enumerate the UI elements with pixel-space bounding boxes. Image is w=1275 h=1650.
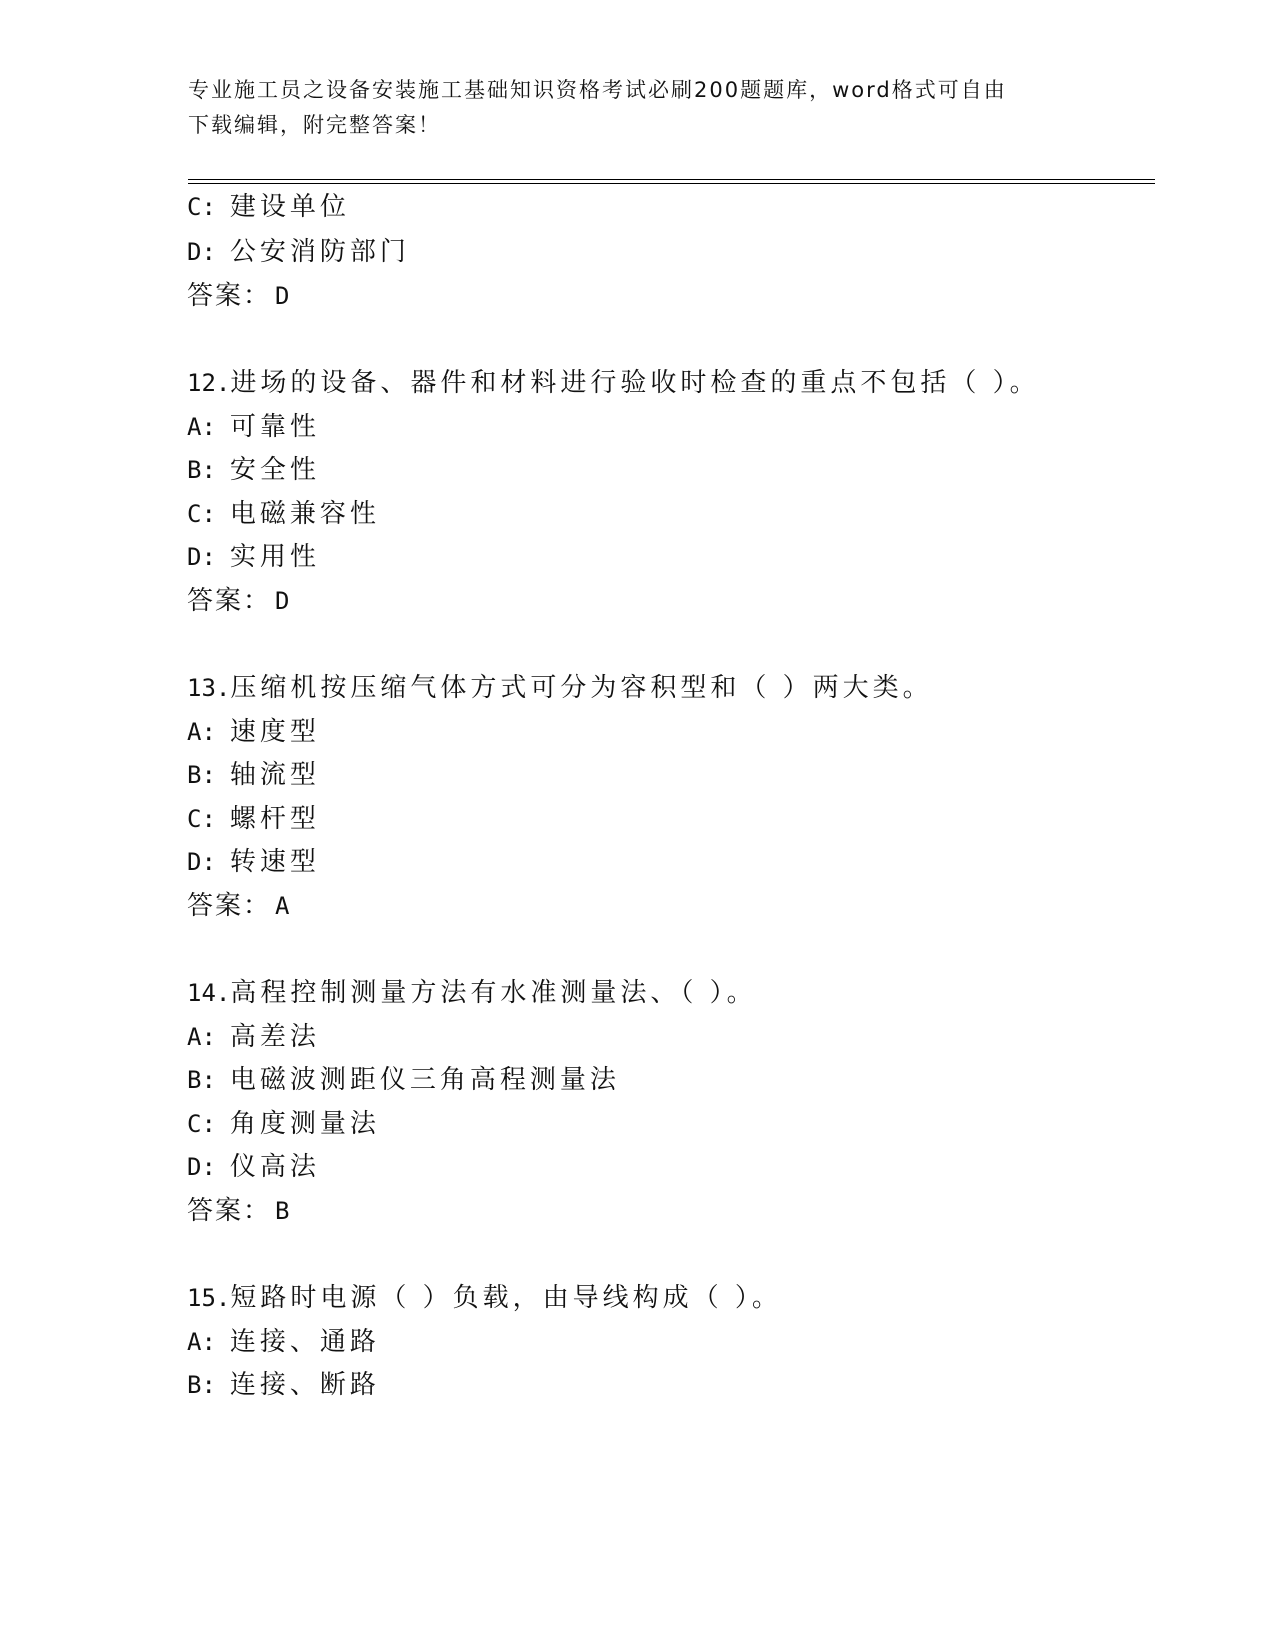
answer-value: A [275, 892, 292, 920]
question-number: 15. [187, 1284, 231, 1312]
option-c [187, 802, 320, 836]
option-prefix: B: [187, 761, 216, 789]
option-prefix: B: [187, 1066, 216, 1094]
answer-line [187, 584, 291, 618]
question-13 [187, 671, 933, 705]
option-text: 连接、通路 [229, 1327, 380, 1357]
header-line-2: 下载编辑，附完整答案！ [188, 113, 441, 137]
option-c [187, 497, 380, 531]
option-prefix: C: [187, 805, 216, 833]
question-number: 12. [187, 369, 231, 397]
option-text: 连接、断路 [229, 1370, 380, 1400]
question-number: 14. [187, 979, 231, 1007]
option-prefix: D: [187, 1153, 216, 1181]
option-prefix: B: [187, 456, 216, 484]
option-text: 建设单位 [229, 192, 350, 222]
header-divider-top [188, 179, 1155, 180]
option-prefix: A: [187, 718, 216, 746]
option-d [187, 235, 410, 269]
option-text: 螺杆型 [229, 804, 320, 834]
option-b [187, 453, 320, 487]
option-a [187, 1325, 380, 1359]
option-c [187, 1107, 380, 1141]
answer-label: 答案： [187, 891, 272, 921]
question-text: 高程控制测量方法有水准测量法、（ ）。 [230, 978, 757, 1008]
option-prefix: A: [187, 413, 216, 441]
answer-line [187, 1194, 291, 1228]
answer-value: D [275, 282, 292, 310]
option-text: 角度测量法 [229, 1109, 380, 1139]
option-prefix: D: [187, 543, 216, 571]
option-a [187, 1020, 320, 1054]
question-14 [187, 976, 757, 1010]
question-12 [187, 366, 1040, 400]
option-prefix: A: [187, 1023, 216, 1051]
option-c [187, 190, 350, 224]
option-text: 速度型 [229, 717, 320, 747]
option-b [187, 1063, 620, 1097]
answer-line [187, 279, 291, 313]
document-header [188, 73, 1088, 143]
question-text: 压缩机按压缩气体方式可分为容积型和（ ）两大类。 [230, 673, 933, 703]
option-d [187, 1150, 320, 1184]
option-text: 安全性 [229, 455, 320, 485]
answer-line [187, 889, 291, 923]
header-line-1: 专业施工员之设备安装施工基础知识资格考试必刷200题题库，word格式可自由 [188, 78, 1007, 102]
option-prefix: C: [187, 193, 216, 221]
option-text: 转速型 [229, 847, 320, 877]
option-b [187, 758, 320, 792]
option-d [187, 540, 320, 574]
question-text: 进场的设备、器件和材料进行验收时检查的重点不包括（ ）。 [230, 368, 1040, 398]
question-15 [187, 1281, 782, 1315]
option-d [187, 845, 320, 879]
header-divider-bottom [188, 183, 1155, 184]
question-text: 短路时电源（ ）负载，由导线构成（ ）。 [230, 1283, 782, 1313]
answer-value: D [275, 587, 292, 615]
option-prefix: A: [187, 1328, 216, 1356]
option-text: 实用性 [229, 542, 320, 572]
option-b [187, 1368, 380, 1402]
option-text: 高差法 [229, 1022, 320, 1052]
option-text: 轴流型 [229, 760, 320, 790]
option-prefix: D: [187, 238, 216, 266]
option-a [187, 715, 320, 749]
option-prefix: B: [187, 1371, 216, 1399]
question-number: 13. [187, 674, 231, 702]
answer-label: 答案： [187, 586, 272, 616]
option-prefix: C: [187, 500, 216, 528]
option-text: 电磁波测距仪三角高程测量法 [229, 1065, 620, 1095]
option-text: 可靠性 [229, 412, 320, 442]
option-a [187, 410, 320, 444]
answer-label: 答案： [187, 281, 272, 311]
option-text: 电磁兼容性 [229, 499, 380, 529]
option-prefix: C: [187, 1110, 216, 1138]
option-prefix: D: [187, 848, 216, 876]
answer-value: B [275, 1197, 292, 1225]
option-text: 仪高法 [229, 1152, 320, 1182]
answer-label: 答案： [187, 1196, 272, 1226]
option-text: 公安消防部门 [229, 237, 410, 267]
